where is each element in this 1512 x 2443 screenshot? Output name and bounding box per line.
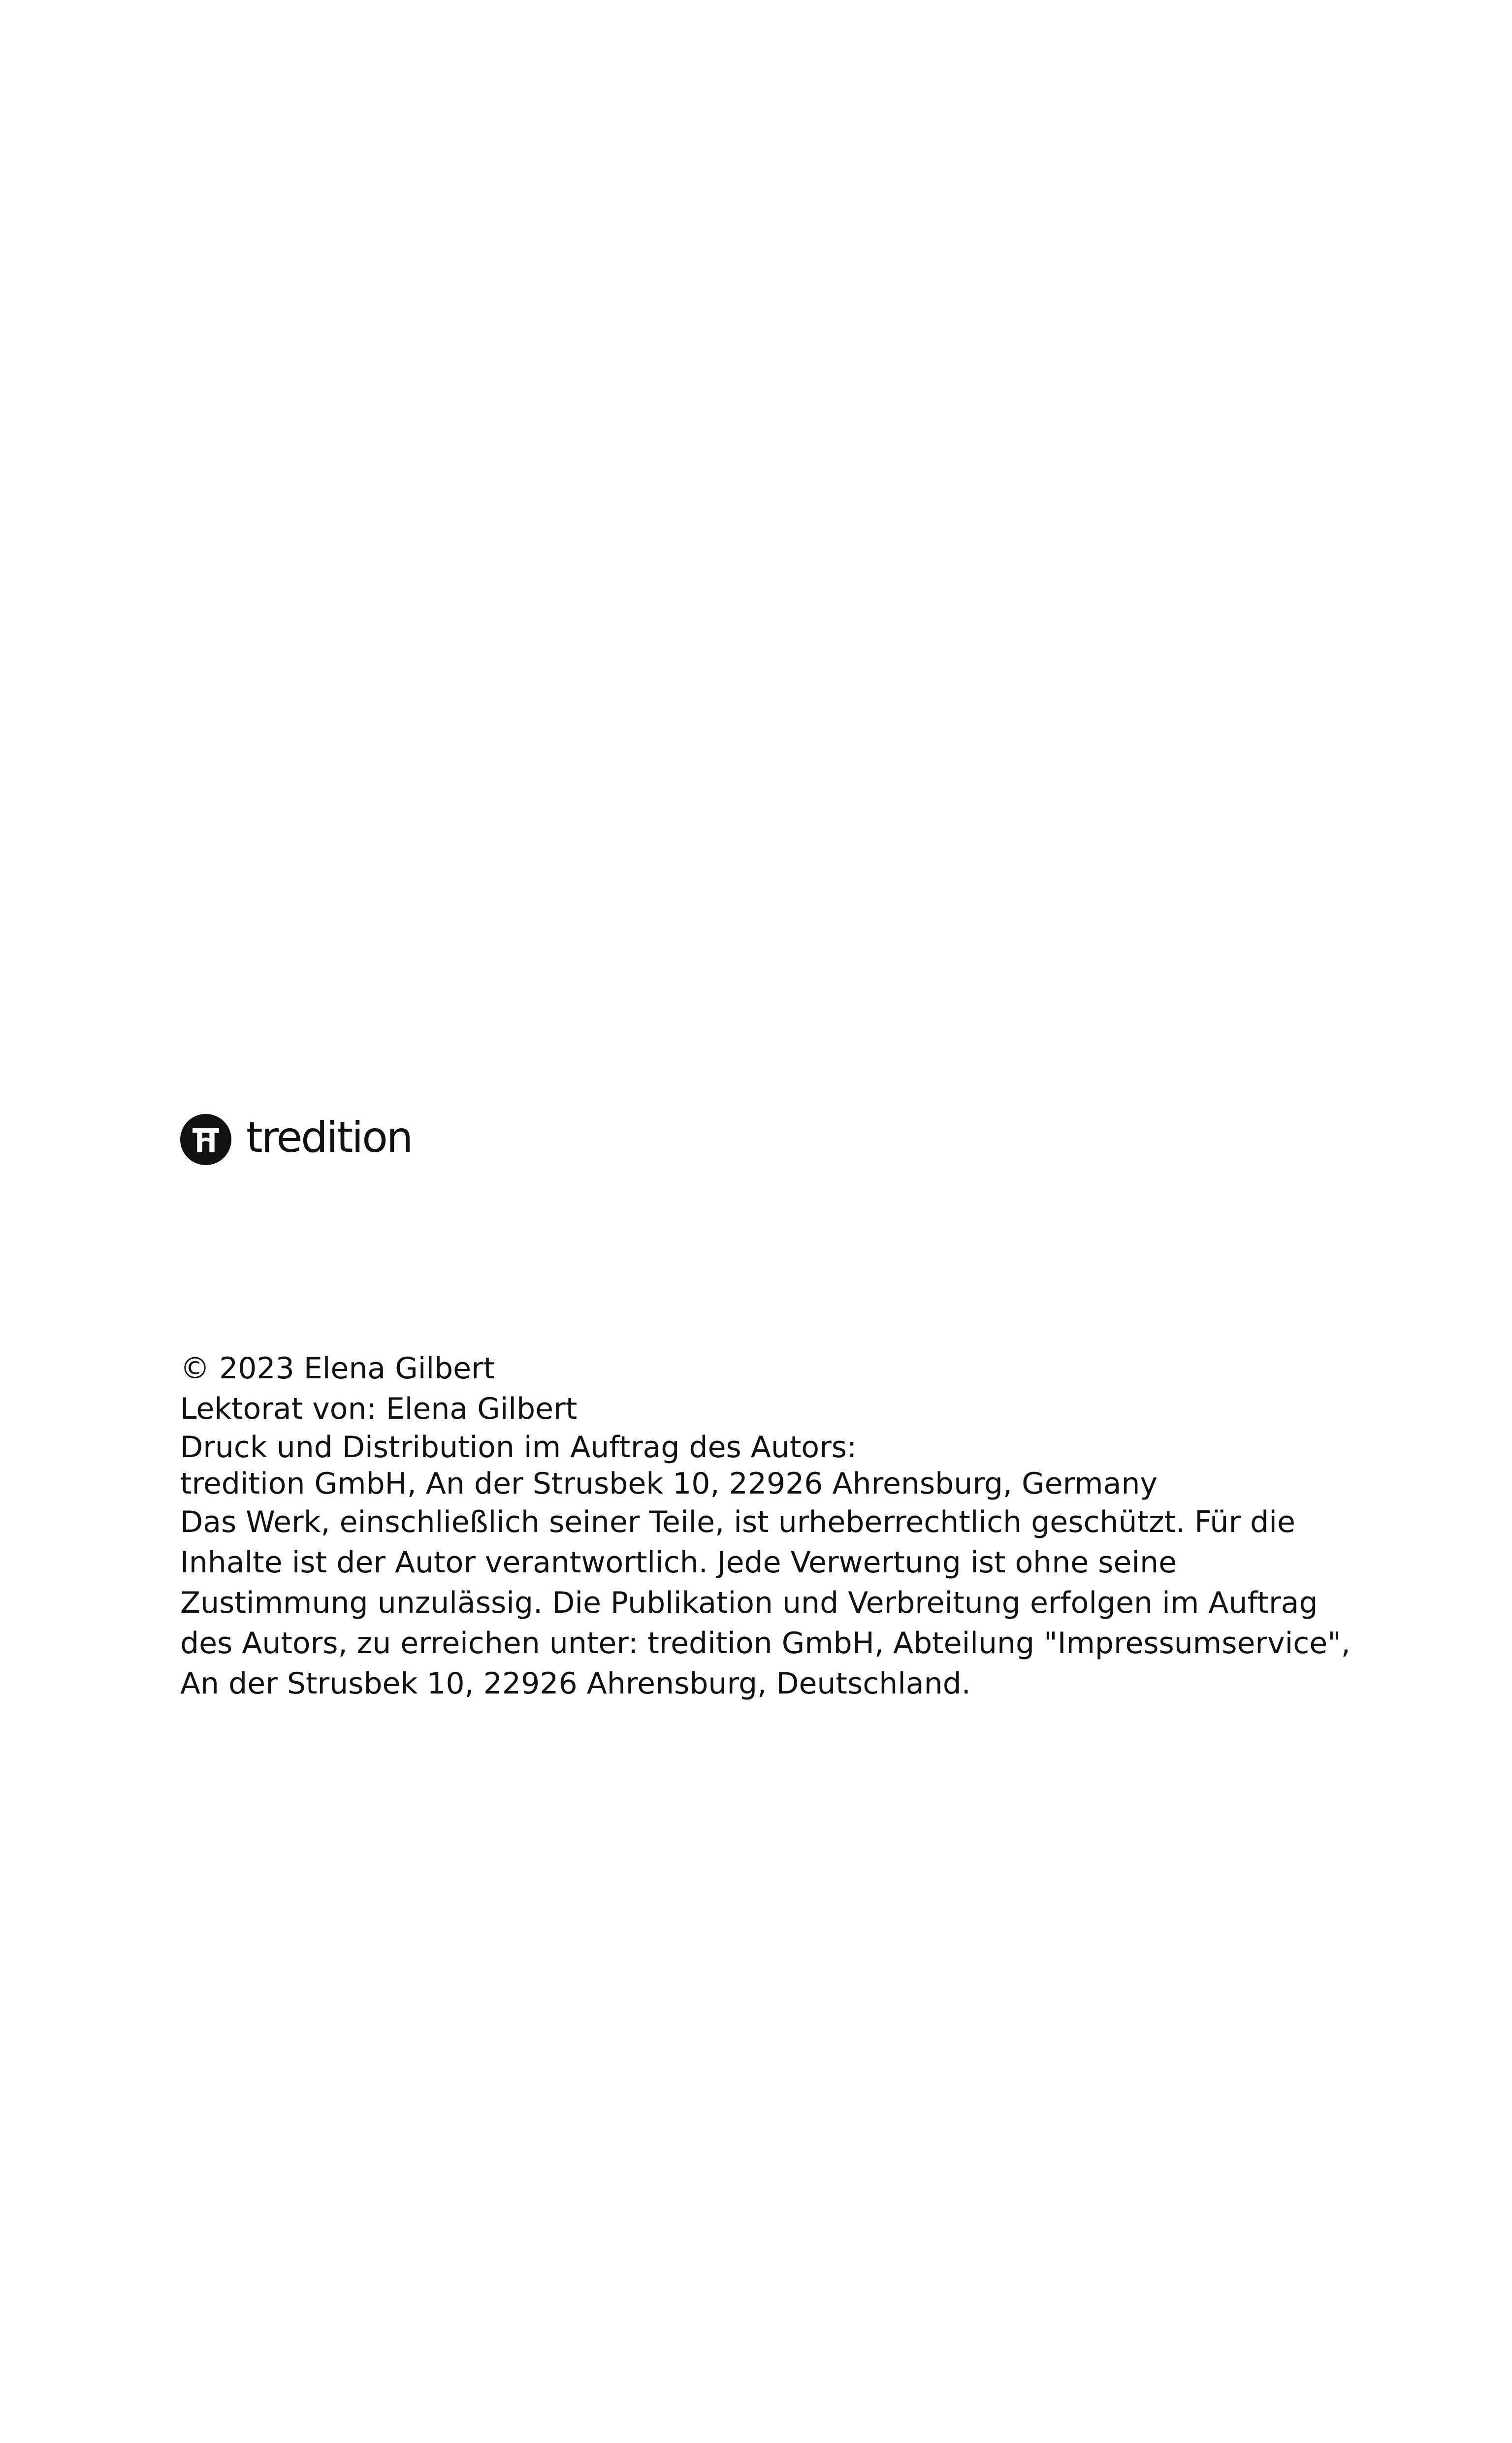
- distribution-notice-line1: Druck und Distribution im Auftrag des Autors:: [180, 1430, 857, 1465]
- tredition-logo-icon: [180, 1114, 231, 1165]
- distribution-notice-line2: tredition GmbH, An der Strusbek 10, 22926 Ahrensburg, Germany: [180, 1466, 1158, 1501]
- publisher-logo-text: tredition: [246, 1113, 412, 1162]
- copyright-notice: © 2023 Elena Gilbert: [180, 1351, 495, 1386]
- imprint-block: [180, 1348, 1352, 1704]
- editor-credit: Lektorat von: Elena Gilbert: [180, 1392, 578, 1426]
- legal-notice: Das Werk, einschließlich seiner Teile, ist urheberrechtlich geschützt. Für die Inhalte ist der Autor verantwortlich. Jede Verwertung ist ohne seine Zustimmung unzulässig. Die Publikation und Verbreitung erfolgen im Auftrag des Autors, zu erreichen unter: tredition GmbH, Abteilung "Impressumservice", An der Strusbek 10, 22926 Ahrensburg, Deutschland.: [180, 1505, 1351, 1701]
- publisher-logo: [180, 1114, 412, 1165]
- distribution-notice: [180, 1429, 1352, 1502]
